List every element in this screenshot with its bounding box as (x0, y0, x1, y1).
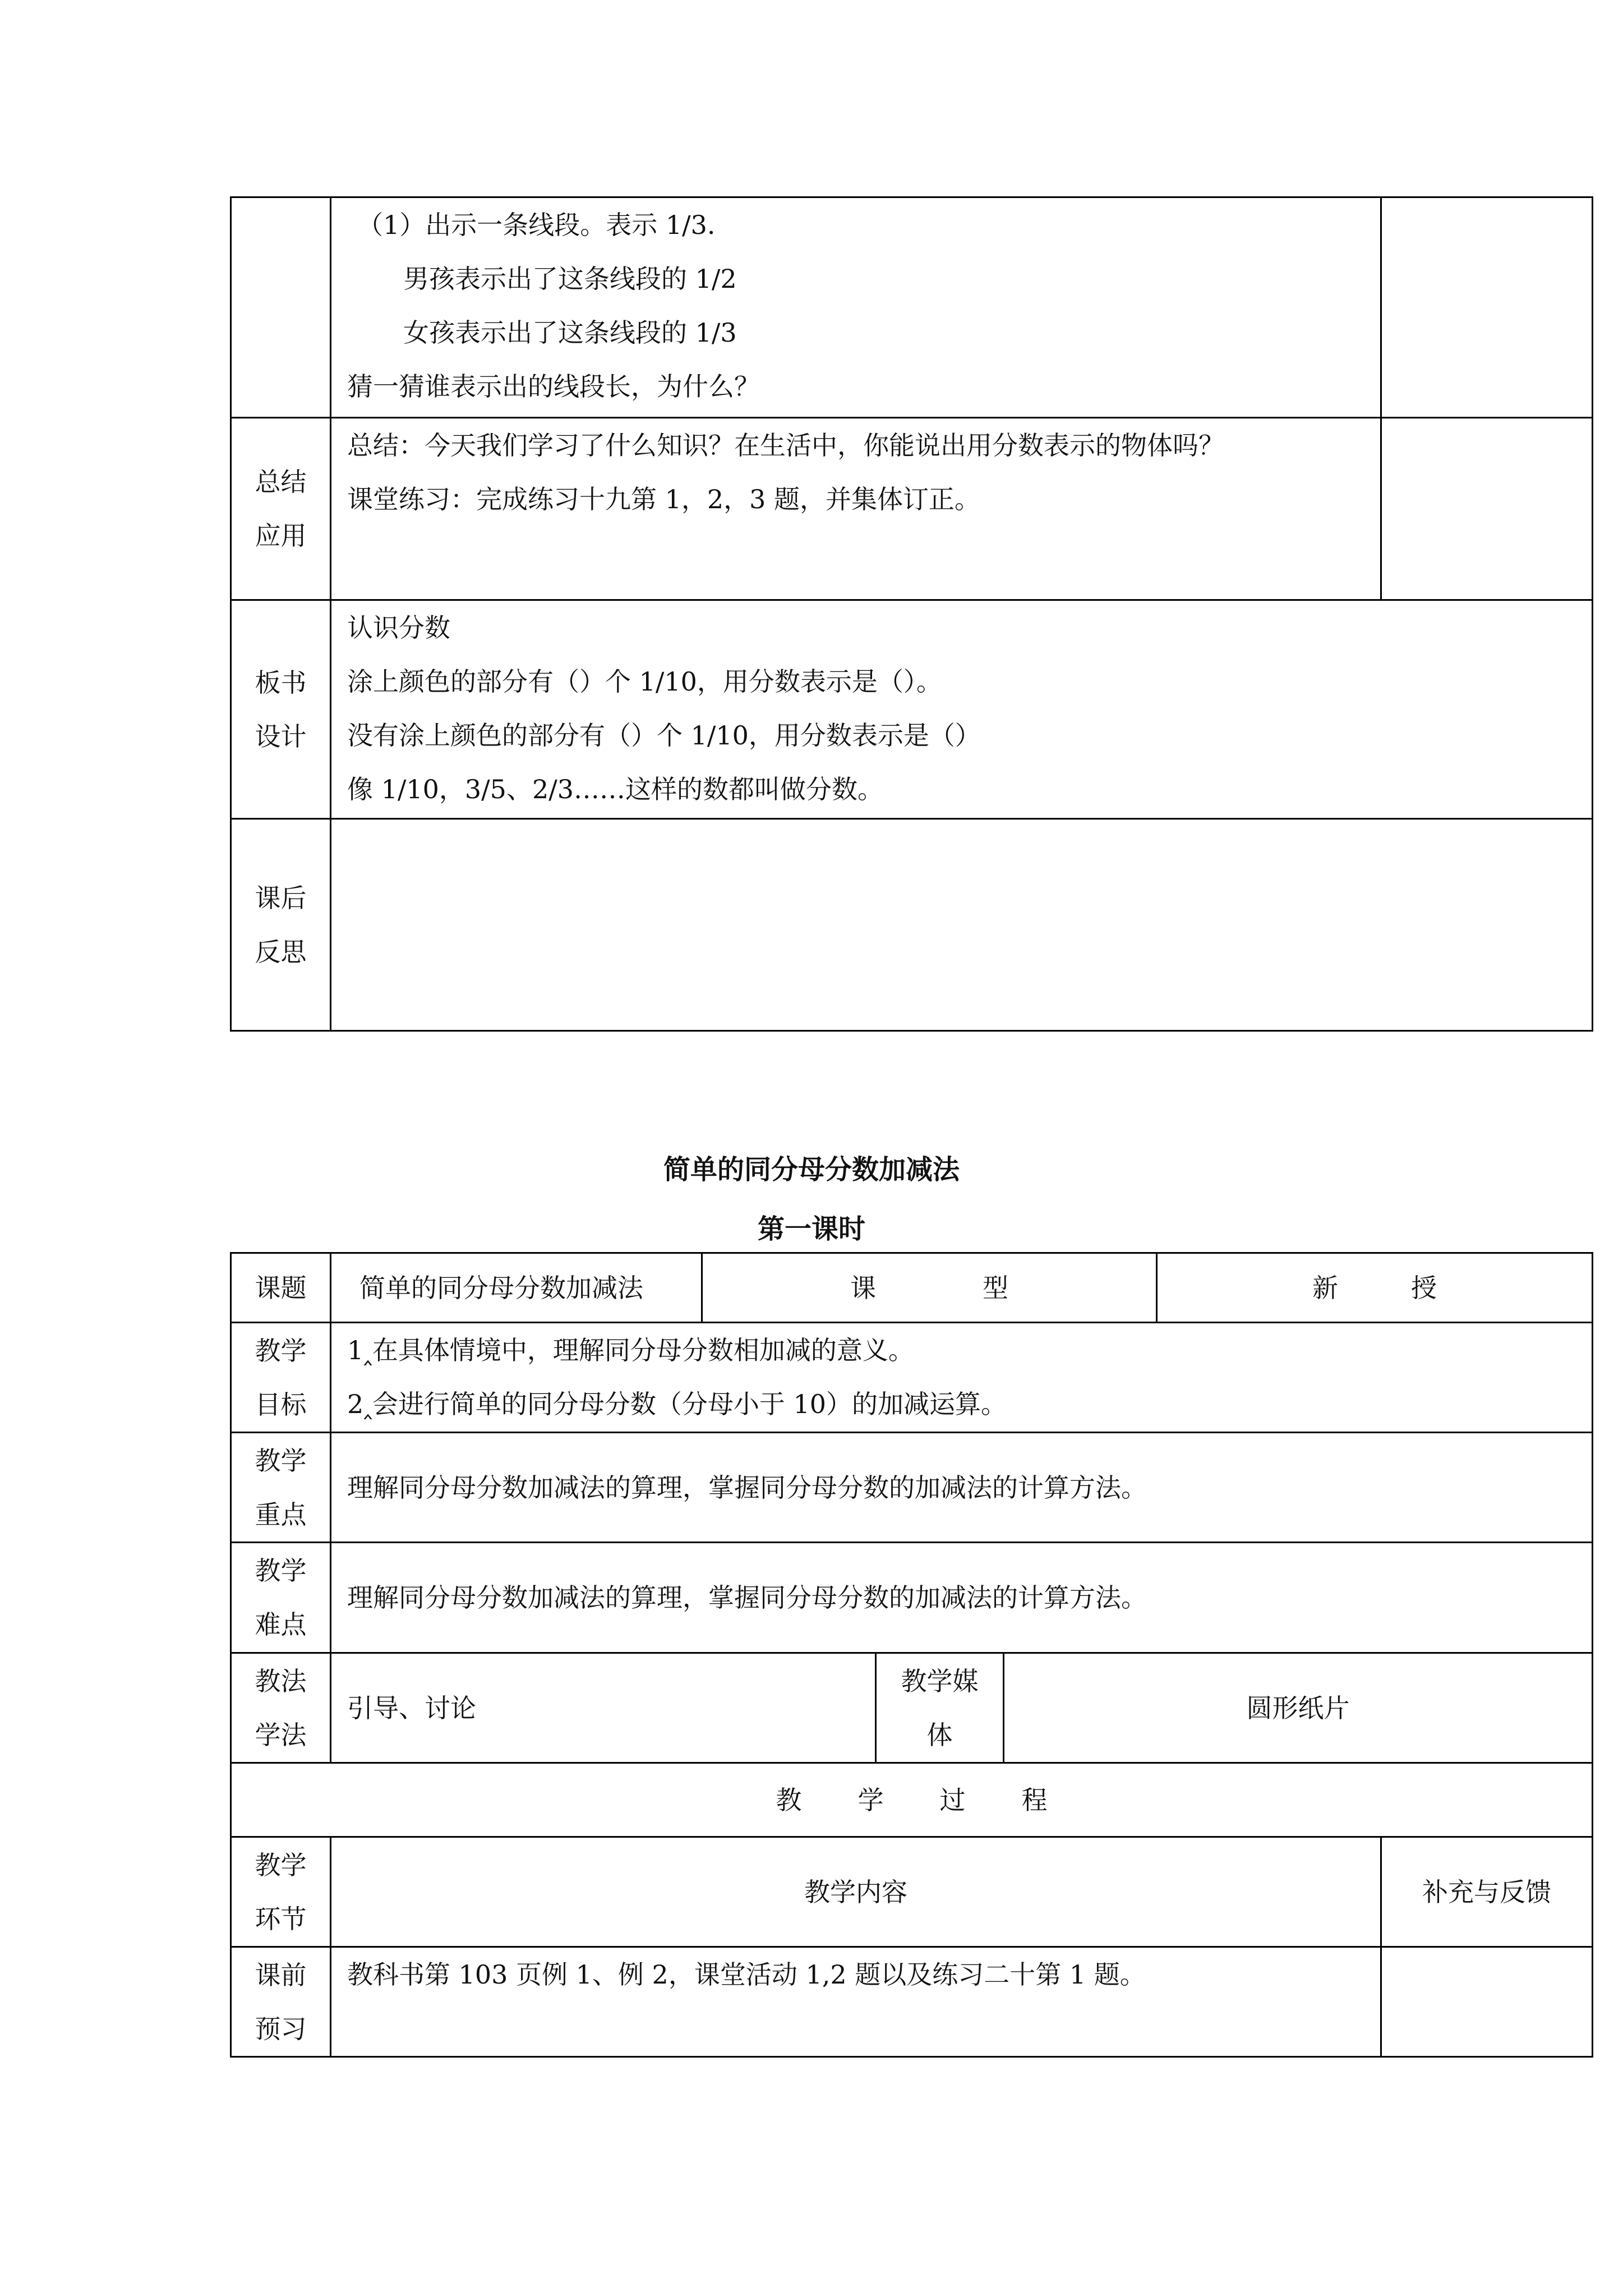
label-line: 教学 (255, 1849, 307, 1880)
key-point-content: 理解同分母分数加减法的算理，掌握同分母分数的加减法的计算方法。 (331, 1433, 1593, 1543)
feedback-cell (1381, 1947, 1593, 2057)
content-line: 课堂练习：完成练习十九第 1，2，3 题，并集体订正。 (347, 484, 981, 514)
label-line: 目标 (255, 1389, 307, 1420)
process-header (231, 1763, 1593, 1837)
feedback-cell (1381, 418, 1593, 600)
label-line: 环节 (255, 1903, 307, 1934)
page-subtitle: 第一课时 (757, 1213, 865, 1245)
label-line: 反思 (255, 936, 307, 967)
content-line: 总结：今天我们学习了什么知识？在生活中，你能说出用分数表示的物体吗？ (347, 430, 1224, 461)
type-label-char: 课 (850, 1272, 876, 1303)
table-row (231, 1433, 1593, 1543)
lesson-table-part1 (230, 196, 1593, 1032)
process-char: 教 (776, 1784, 802, 1815)
content-line: 猜一猜谁表示出的线段长，为什么？ (347, 371, 760, 402)
row-label (231, 1433, 331, 1543)
type-value-char: 授 (1411, 1272, 1437, 1303)
content-line: 1‸在具体情境中，理解同分母分数相加减的意义。 (347, 1335, 914, 1365)
row-label (231, 1947, 331, 2057)
reflection-content (331, 819, 1593, 1031)
table-row (231, 1837, 1593, 1947)
label-line: 课后 (255, 882, 307, 913)
table-row (231, 1653, 1593, 1763)
table-row (231, 819, 1593, 1031)
content-line: 涂上颜色的部分有（）个 1/10，用分数表示是（）。 (347, 666, 942, 697)
process-char: 学 (857, 1784, 884, 1815)
content-line: 认识分数 (347, 613, 450, 643)
row-label-empty (231, 197, 331, 418)
table-row (231, 1253, 1593, 1323)
label-line: 重点 (255, 1499, 307, 1530)
page-title: 简单的同分母分数加减法 (663, 1154, 960, 1185)
content-line: 2‸会进行简单的同分母分数（分母小于 10）的加减运算。 (347, 1389, 1007, 1419)
media-value: 圆形纸片 (1004, 1653, 1593, 1763)
table-row (231, 1947, 1593, 2057)
table-row (231, 600, 1593, 819)
table-row (231, 1543, 1593, 1653)
activity-content (331, 197, 1381, 418)
type-label (702, 1253, 1157, 1323)
table-row (231, 1323, 1593, 1433)
label-line: 学法 (255, 1719, 307, 1750)
row-label (231, 1323, 331, 1433)
preview-content (331, 1947, 1381, 2057)
method-value: 引导、讨论 (331, 1653, 876, 1763)
label-line: 教法 (255, 1665, 307, 1696)
row-label (231, 1653, 331, 1763)
table-row (231, 1763, 1593, 1837)
label-line: 教学 (255, 1445, 307, 1476)
type-value-char: 新 (1312, 1272, 1338, 1303)
process-char: 过 (939, 1784, 966, 1815)
media-label (876, 1653, 1004, 1763)
label-line: 体 (926, 1719, 953, 1750)
type-value (1157, 1253, 1593, 1323)
label-line: 预习 (255, 2013, 307, 2044)
goal-content (331, 1323, 1593, 1433)
content-line: 像 1/10，3/5、2/3……这样的数都叫做分数。 (347, 774, 883, 804)
row-label (231, 1543, 331, 1653)
row-label (231, 1837, 331, 1947)
type-label-char: 型 (983, 1272, 1008, 1303)
label-line: 总结 (255, 467, 307, 497)
process-char: 程 (1021, 1784, 1048, 1815)
label-line: 难点 (255, 1609, 307, 1640)
topic-label: 课题 (231, 1253, 331, 1323)
content-line: 没有涂上颜色的部分有（）个 1/10，用分数表示是（） (347, 720, 981, 751)
table-row (231, 418, 1593, 600)
board-design-content (331, 600, 1593, 819)
label-line: 板书 (255, 667, 307, 698)
content-line: 女孩表示出了这条线段的 1/3 (403, 318, 737, 348)
label-line: 教学媒 (901, 1665, 979, 1696)
feedback-header: 补充与反馈 (1381, 1837, 1593, 1947)
row-label (231, 819, 331, 1031)
content-line: （1）出示一条线段。表示 1/3. (357, 210, 716, 240)
topic-value: 简单的同分母分数加减法 (331, 1253, 702, 1323)
content-header: 教学内容 (331, 1837, 1381, 1947)
label-line: 应用 (255, 521, 307, 551)
table-row (231, 197, 1593, 418)
label-line: 教学 (255, 1335, 307, 1366)
label-line: 设计 (255, 721, 307, 752)
summary-content (331, 418, 1381, 600)
label-line: 教学 (255, 1556, 307, 1586)
content-line: 教科书第 103 页例 1、例 2，课堂活动 1,2 题以及练习二十第 1 题。 (347, 1959, 1146, 1990)
lesson-table-part2 (230, 1252, 1593, 2058)
label-line: 课前 (255, 1959, 307, 1990)
difficulty-content: 理解同分母分数加减法的算理，掌握同分母分数的加减法的计算方法。 (331, 1543, 1593, 1653)
feedback-cell (1381, 197, 1593, 418)
row-label (231, 600, 331, 819)
content-line: 男孩表示出了这条线段的 1/2 (403, 264, 737, 294)
row-label (231, 418, 331, 600)
